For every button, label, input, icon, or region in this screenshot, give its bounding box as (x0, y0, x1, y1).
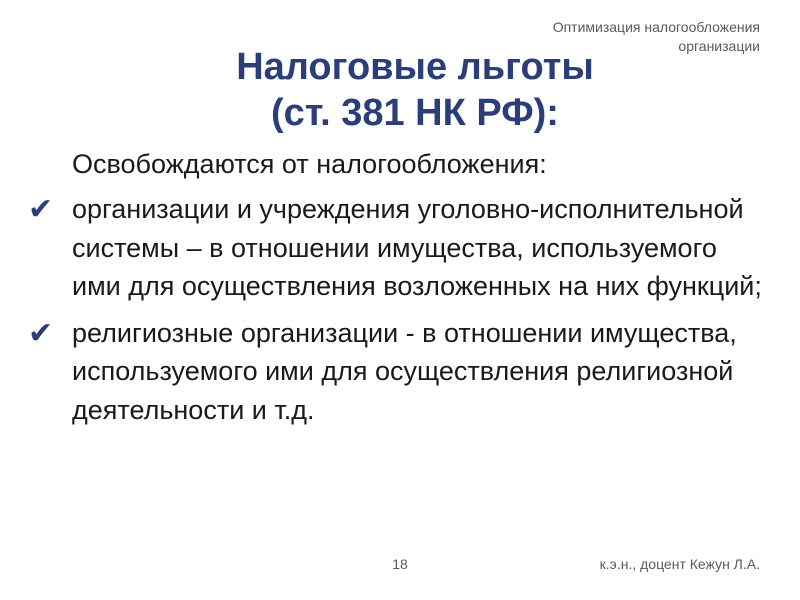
checkmark-icon: ✔ (28, 315, 54, 351)
list-item-text: организации и учреждения уголовно-исполнительной системы – в отношении имущества, используемого ими для осуществления возложенных на них функций; (72, 194, 762, 301)
slide-title (0, 44, 800, 136)
list-item-1 (28, 190, 768, 306)
benefits-list (28, 190, 768, 437)
author-credit: к.э.н., доцент Кежун Л.А. (599, 556, 760, 572)
list-item-text: религиозные организации - в отношении имущества, используемого ими для осуществления религиозной деятельности и т.д. (72, 317, 737, 425)
intro-text: Освобождаются от налогообложения: (72, 149, 547, 179)
title-line-2: (ст. 381 НК РФ): (271, 92, 559, 134)
checkmark-icon: ✔ (28, 192, 54, 227)
header-line-2: организации (678, 38, 760, 54)
header-line-1: Оптимизация налогообложения (552, 19, 760, 35)
slide-number: 18 (392, 556, 408, 572)
list-item-2 (28, 314, 768, 430)
title-line-1: Налоговые льготы (236, 46, 594, 88)
